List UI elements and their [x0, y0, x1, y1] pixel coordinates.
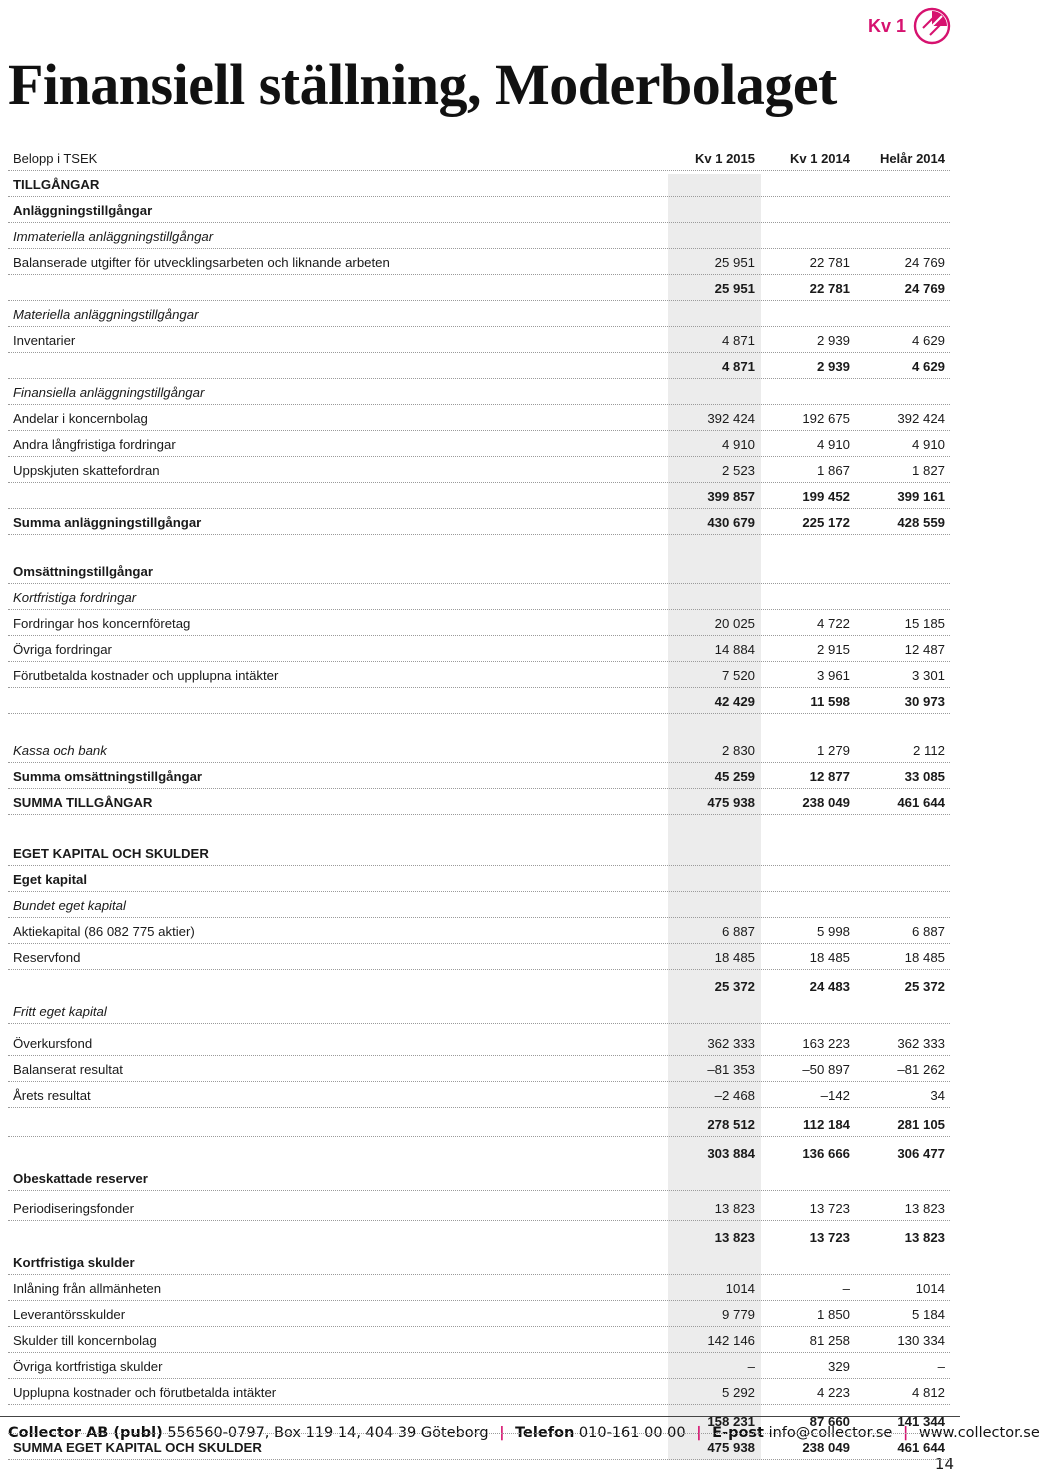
value-kv1-2014: 1 867 [816, 463, 850, 478]
value-kv1-2014: – [842, 1281, 850, 1296]
table-row [8, 1301, 950, 1327]
value-kv1-2014: 192 675 [802, 411, 850, 426]
row-label: Kortfristiga fordringar [13, 590, 137, 605]
value-kv1-2014: 2 915 [816, 642, 850, 657]
header-kv1-2014: Kv 1 2014 [790, 151, 850, 166]
row-label: Omsättningstillgångar [13, 564, 153, 579]
pie-logo-icon [912, 6, 952, 46]
row-label: Obeskattade reserver [13, 1171, 148, 1186]
row-label: Finansiella anläggningstillgångar [13, 385, 205, 400]
value-helar-2014: 34 [930, 1088, 945, 1103]
row-label: Andra långfristiga fordringar [13, 437, 176, 452]
value-kv1-2014: 4 722 [816, 616, 850, 631]
row-label: SUMMA EGET KAPITAL OCH SKULDER [13, 1440, 262, 1455]
value-helar-2014: 15 185 [904, 616, 945, 631]
row-label: Inlåning från allmänheten [13, 1281, 162, 1296]
header-helar-2014: Helår 2014 [879, 151, 945, 166]
value-helar-2014: 1014 [915, 1281, 945, 1296]
page-number: 14 [934, 1455, 954, 1473]
row-label: Reservfond [13, 950, 81, 965]
footer-email-label: E-post [712, 1425, 764, 1441]
row-label: Eget kapital [13, 872, 88, 887]
value-kv1-2014: 18 485 [809, 950, 850, 965]
value-kv1-2014: 238 049 [802, 795, 850, 810]
value-helar-2014: 30 973 [904, 694, 945, 709]
table-row [8, 249, 950, 275]
value-kv1-2015: 303 884 [707, 1146, 755, 1161]
footer-phone-label: Telefon [515, 1425, 575, 1441]
table-row [8, 714, 950, 763]
table-row [8, 483, 950, 509]
value-kv1-2014: 3 961 [816, 668, 850, 683]
value-kv1-2015: 4 910 [721, 437, 755, 452]
footer-email-link[interactable]: info@collector.se [768, 1425, 893, 1441]
value-helar-2014: 141 344 [897, 1414, 945, 1429]
value-kv1-2014: –142 [820, 1088, 850, 1103]
row-label: Immateriella anläggningstillgångar [13, 229, 214, 244]
table-row [8, 431, 950, 457]
value-helar-2014: 18 485 [904, 950, 945, 965]
value-kv1-2014: 87 660 [809, 1414, 850, 1429]
value-kv1-2015: 158 231 [707, 1414, 755, 1429]
value-kv1-2015: 13 823 [714, 1201, 755, 1216]
row-label: Inventarier [13, 333, 76, 348]
row-label: Överkursfond [13, 1036, 93, 1051]
quarter-label: Kv 1 [867, 15, 906, 36]
value-kv1-2015: 5 292 [721, 1385, 755, 1400]
value-kv1-2015: 475 938 [707, 1440, 755, 1455]
row-label: Balanserade utgifter för utvecklingsarbeten och liknande arbeten [13, 255, 390, 270]
table-row [8, 944, 950, 970]
row-label: Årets resultat [13, 1088, 91, 1103]
value-kv1-2014: 163 223 [802, 1036, 850, 1051]
value-kv1-2015: –81 353 [707, 1062, 755, 1077]
value-kv1-2015: 45 259 [714, 769, 755, 784]
value-helar-2014: 3 301 [911, 668, 945, 683]
value-helar-2014: 24 769 [904, 281, 945, 296]
row-label: Materiella anläggningstillgångar [13, 307, 199, 322]
value-helar-2014: 4 629 [911, 359, 945, 374]
value-kv1-2015: 278 512 [707, 1117, 755, 1132]
row-label: Övriga fordringar [13, 642, 112, 657]
row-label: Övriga kortfristiga skulder [13, 1359, 163, 1374]
value-kv1-2015: 4 871 [721, 359, 755, 374]
value-helar-2014: 5 184 [911, 1307, 945, 1322]
table-row [8, 1353, 950, 1379]
value-kv1-2014: 11 598 [810, 694, 850, 709]
table-row [8, 405, 950, 431]
row-label: Balanserat resultat [13, 1062, 123, 1077]
value-kv1-2015: 475 938 [707, 795, 755, 810]
table-row [8, 1108, 950, 1137]
value-kv1-2015: 25 951 [714, 255, 755, 270]
value-kv1-2014: 22 781 [809, 281, 850, 296]
table-row [8, 1137, 950, 1165]
value-helar-2014: 2 112 [912, 743, 945, 758]
row-label: Fordringar hos koncernföretag [13, 616, 191, 631]
value-kv1-2014: 1 850 [816, 1307, 850, 1322]
value-kv1-2014: 1 279 [816, 743, 850, 758]
value-kv1-2015: 6 887 [721, 924, 755, 939]
value-kv1-2015: 20 025 [714, 616, 755, 631]
row-label: SUMMA TILLGÅNGAR [13, 795, 153, 810]
value-kv1-2014: 112 184 [803, 1117, 850, 1132]
value-kv1-2014: 12 877 [809, 769, 850, 784]
quarter-badge [868, 6, 952, 46]
value-kv1-2014: 225 172 [802, 515, 850, 530]
value-kv1-2014: 2 939 [816, 359, 850, 374]
value-helar-2014: 428 559 [897, 515, 945, 530]
value-kv1-2015: 4 871 [721, 333, 755, 348]
page-title: Finansiell ställning, Moderbolaget [8, 52, 837, 117]
table-row [8, 1327, 950, 1353]
value-helar-2014: 392 424 [897, 411, 945, 426]
value-helar-2014: 281 105 [897, 1117, 945, 1132]
value-helar-2014: 4 629 [911, 333, 945, 348]
table-row [8, 301, 950, 327]
row-label: Summa omsättningstillgångar [13, 769, 203, 784]
table-row [8, 636, 950, 662]
value-helar-2014: 6 887 [911, 924, 945, 939]
footer-company: Collector AB (publ) [8, 1425, 163, 1441]
value-helar-2014: 4 812 [911, 1385, 945, 1400]
value-helar-2014: 24 769 [904, 255, 945, 270]
table-row [8, 535, 950, 584]
value-kv1-2015: – [747, 1359, 755, 1374]
row-label: EGET KAPITAL OCH SKULDER [13, 846, 209, 861]
value-kv1-2014: 136 666 [802, 1146, 850, 1161]
value-kv1-2015: 2 830 [721, 743, 755, 758]
value-helar-2014: 33 085 [904, 769, 945, 784]
value-helar-2014: –81 262 [897, 1062, 945, 1077]
row-label: Periodiseringsfonder [13, 1201, 134, 1216]
table-row [8, 662, 950, 688]
value-kv1-2014: 13 723 [809, 1201, 850, 1216]
value-kv1-2015: 430 679 [707, 515, 755, 530]
row-label: Bundet eget kapital [13, 898, 126, 913]
table-row [8, 763, 950, 789]
table-row [8, 1082, 950, 1108]
table-row [8, 509, 950, 535]
value-kv1-2014: 4 223 [816, 1385, 850, 1400]
table-header-row [8, 142, 950, 171]
footer-phone: 010-161 00 00 [578, 1425, 686, 1441]
table-row [8, 223, 950, 249]
value-kv1-2015: 392 424 [707, 411, 755, 426]
table-row [8, 171, 950, 197]
value-kv1-2015: 14 884 [714, 642, 755, 657]
row-label: Leverantörsskulder [13, 1307, 126, 1322]
footer-separator: | [696, 1425, 702, 1441]
table-row [8, 1275, 950, 1301]
value-kv1-2014: 329 [827, 1359, 850, 1374]
table-row [8, 1249, 950, 1275]
value-kv1-2015: 42 429 [714, 694, 755, 709]
value-helar-2014: 130 334 [897, 1333, 945, 1348]
value-kv1-2015: 25 951 [714, 281, 755, 296]
table-row [8, 353, 950, 379]
value-kv1-2014: 5 998 [816, 924, 850, 939]
table-row [8, 892, 950, 918]
table-row [8, 789, 950, 815]
value-kv1-2014: 81 258 [809, 1333, 850, 1348]
table-row [8, 610, 950, 636]
row-label: Förutbetalda kostnader och upplupna intäkter [13, 668, 279, 683]
row-label: Anläggningstillgångar [13, 203, 153, 218]
row-label: Skulder till koncernbolag [13, 1333, 157, 1348]
value-helar-2014: 461 644 [897, 1440, 945, 1455]
value-helar-2014: – [937, 1359, 945, 1374]
table-row [8, 379, 950, 405]
table-row [8, 1379, 950, 1405]
value-kv1-2014: 2 939 [816, 333, 850, 348]
table-row [8, 1056, 950, 1082]
table-row [8, 584, 950, 610]
value-kv1-2015: 18 485 [714, 950, 755, 965]
row-label: Uppskjuten skattefordran [13, 463, 160, 478]
table-row [8, 1221, 950, 1249]
row-label: Kortfristiga skulder [13, 1255, 135, 1270]
value-kv1-2014: 238 049 [802, 1440, 850, 1455]
header-kv1-2015: Kv 1 2015 [695, 151, 755, 166]
value-helar-2014: 13 823 [904, 1230, 945, 1245]
table-row [8, 457, 950, 483]
value-kv1-2014: 4 910 [816, 437, 850, 452]
value-helar-2014: 362 333 [897, 1036, 945, 1051]
value-kv1-2015: 142 146 [707, 1333, 755, 1348]
table-row [8, 1165, 950, 1191]
table-row [8, 1405, 950, 1434]
value-helar-2014: 4 910 [911, 437, 945, 452]
value-kv1-2014: 22 781 [809, 255, 850, 270]
value-kv1-2015: 13 823 [714, 1230, 755, 1245]
value-kv1-2014: 13 723 [809, 1230, 850, 1245]
value-kv1-2014: 199 452 [802, 489, 850, 504]
header-unit-label: Belopp i TSEK [13, 151, 98, 166]
value-kv1-2014: 24 483 [809, 979, 850, 994]
table-row [8, 197, 950, 223]
value-helar-2014: 12 487 [904, 642, 945, 657]
value-helar-2014: 13 823 [904, 1201, 945, 1216]
table-body [8, 171, 950, 1460]
row-label: Andelar i koncernbolag [13, 411, 148, 426]
row-label: TILLGÅNGAR [13, 177, 100, 192]
row-label: Aktiekapital (86 082 775 aktier) [13, 924, 195, 939]
footer-separator: | [499, 1425, 505, 1441]
value-kv1-2015: 399 857 [707, 489, 755, 504]
footer-website-link[interactable]: www.collector.se [918, 1425, 1040, 1441]
value-kv1-2015: 7 520 [721, 668, 755, 683]
row-label: Summa anläggningstillgångar [13, 515, 202, 530]
balance-sheet-table [8, 142, 950, 1460]
value-helar-2014: 461 644 [897, 795, 945, 810]
value-helar-2014: 306 477 [897, 1146, 945, 1161]
value-kv1-2014: –50 897 [802, 1062, 850, 1077]
table-row [8, 327, 950, 353]
table-row [8, 918, 950, 944]
value-kv1-2015: 2 523 [721, 463, 755, 478]
value-helar-2014: 25 372 [904, 979, 945, 994]
row-label: Kassa och bank [13, 743, 107, 758]
row-label: Upplupna kostnader och förutbetalda intäkter [13, 1385, 277, 1400]
value-kv1-2015: 9 779 [721, 1307, 755, 1322]
table-row [8, 688, 950, 714]
table-row [8, 1434, 950, 1460]
value-helar-2014: 399 161 [897, 489, 945, 504]
value-kv1-2015: 362 333 [707, 1036, 755, 1051]
table-row [8, 1024, 950, 1056]
table-row [8, 998, 950, 1024]
footer-address: 556560-0797, Box 119 14, 404 39 Göteborg [167, 1425, 489, 1441]
table-row [8, 970, 950, 998]
value-kv1-2015: 1014 [725, 1281, 755, 1296]
table-row [8, 866, 950, 892]
value-helar-2014: 1 827 [911, 463, 945, 478]
table-row [8, 275, 950, 301]
table-row [8, 1191, 950, 1221]
value-kv1-2015: –2 468 [714, 1088, 755, 1103]
footer-separator: | [902, 1425, 909, 1441]
row-label: Fritt eget kapital [13, 1004, 107, 1019]
table-row [8, 815, 950, 866]
value-kv1-2015: 25 372 [714, 979, 755, 994]
